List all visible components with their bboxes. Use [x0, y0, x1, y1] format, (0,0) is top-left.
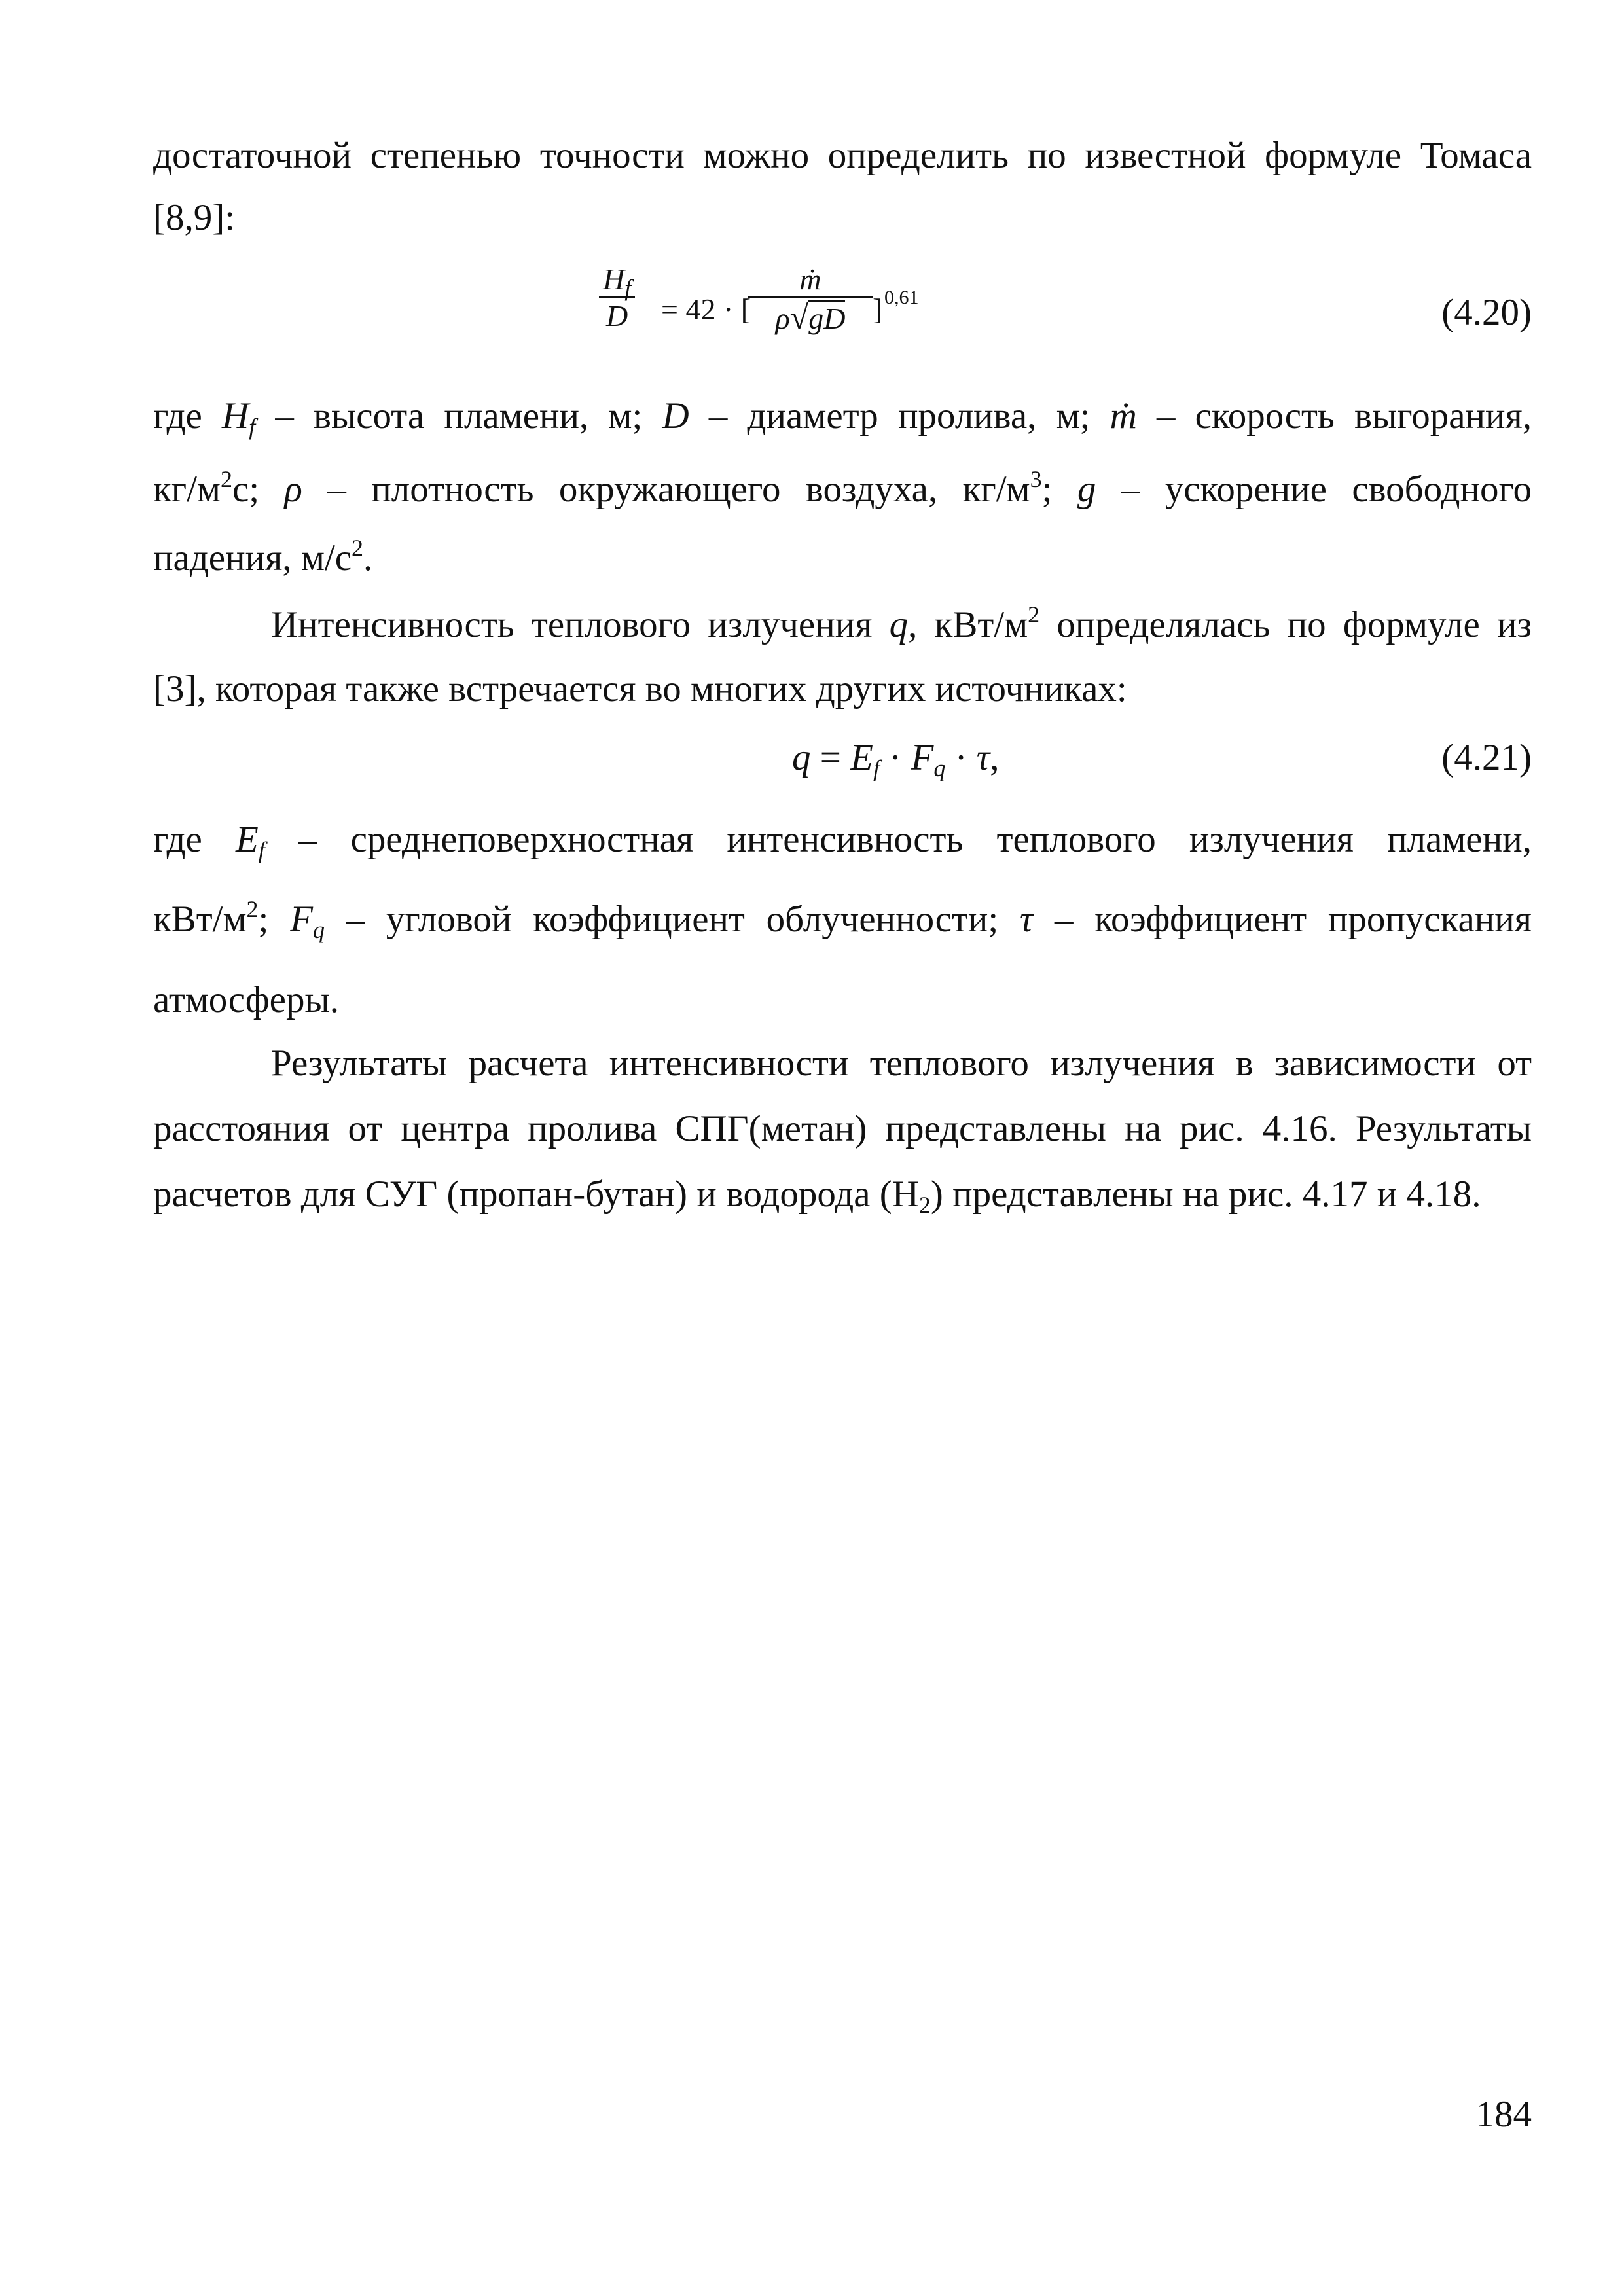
- var-mdot: ṁ: [1110, 395, 1137, 437]
- eq420-lhs-fraction: [599, 262, 635, 333]
- eq420-equals: = 42 · [: [661, 293, 751, 326]
- var-D: D: [662, 395, 689, 437]
- where2-line1: где $E_f$ – среднеповерхностная интенсивность теплового излучения пламени,: [153, 819, 1532, 863]
- eq420-lhs-den: D: [606, 299, 628, 332]
- where2-line2: кВт/$м^2$; $F_q$ – угловой коэффициент облученности; τ – коэффициент пропускания: [153, 896, 1532, 943]
- eq420-lhs-num-sub: f: [624, 275, 632, 301]
- where2-line3: атмосферы.: [153, 979, 339, 1020]
- eq420-number: (4.20): [1441, 292, 1532, 333]
- where1-line2: $кг/м^2с$; ρ – плотность окружающего воздуха, $кг/м^3$; g – ускорение свободного: [153, 466, 1532, 510]
- equation-4-21: $q = E_f \cdot F_q \cdot \tau$,: [792, 737, 1000, 781]
- eq420-rhs-num: ṁ: [799, 262, 821, 296]
- page-number: 184: [1475, 2094, 1532, 2135]
- var-tau: τ: [1019, 899, 1034, 940]
- para3-line1: Результаты расчета интенсивности теплового излучения в зависимости от: [271, 1043, 1532, 1084]
- para2-line2: [3], которая также встречается во многих других источниках:: [153, 668, 1127, 709]
- equation-4-20: [599, 262, 926, 367]
- para1-line2: [8,9]:: [153, 197, 236, 238]
- eq420-lhs-num: H: [603, 262, 625, 296]
- para3-line3: расчетов для СУГ (пропан-бутан) и водорода $(H_2)$ представлены на рис. 4.17 и 4.18.: [153, 1174, 1481, 1218]
- var-H: H: [222, 395, 249, 437]
- where1-line1: где $H_f$ – высота пламени, м; D – диаметр пролива, м; ṁ – скорость выгорания,: [153, 395, 1532, 440]
- eq420-power: 0,61: [884, 287, 919, 308]
- where1-line3: падения, $м/с^2$.: [153, 535, 373, 579]
- var-q: q: [889, 604, 909, 645]
- var-E: E: [235, 819, 259, 860]
- eq420-rhs-den-root: gD: [808, 302, 846, 335]
- var-g: g: [1077, 469, 1096, 510]
- para3-line2: расстояния от центра пролива СПГ(метан) представлены на рис. 4.16. Результаты: [153, 1108, 1532, 1149]
- eq420-rhs-fraction: ṁ ρ√gD: [748, 262, 873, 337]
- eq420-close-bracket: ]: [873, 293, 883, 326]
- var-rho: ρ: [284, 469, 302, 510]
- eq421-number: (4.21): [1441, 737, 1532, 778]
- var-F: F: [290, 899, 313, 940]
- para2-line1: Интенсивность теплового излучения q, кВт/$м^2$ определялась по формуле из: [271, 601, 1532, 645]
- para1-line1: достаточной степенью точности можно определить по известной формуле Томаса: [153, 135, 1532, 176]
- eq420-rhs-den-rho: ρ: [775, 302, 790, 335]
